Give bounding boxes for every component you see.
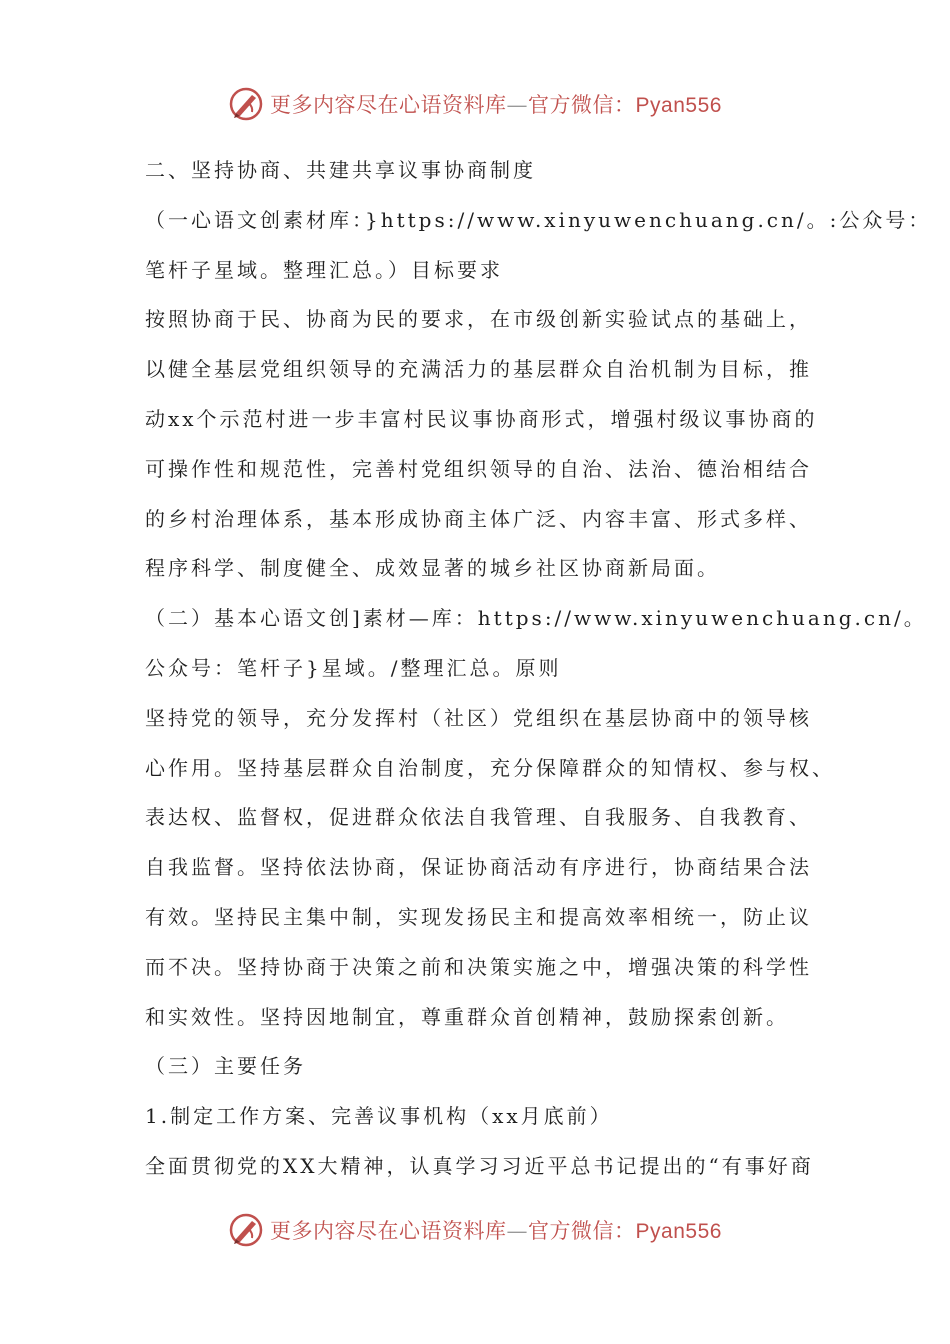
paragraph-line: 动xx个示范村进一步丰富村民议事协商形式，增强村级议事协商的 (145, 406, 818, 431)
paragraph-line: 有效。坚持民主集中制，实现发扬民主和提高效率相统一，防止议 (145, 904, 812, 929)
pen-logo-icon (228, 1212, 264, 1248)
paragraph-line: 可操作性和规范性，完善村党组织领导的自治、法治、德治相结合 (145, 456, 812, 481)
subheading-line: 公众号：笔杆子}星域。/整理汇总。原则 (145, 655, 562, 680)
paragraph-line: 而不决。坚持协商于决策之前和决策实施之中，增强决策的科学性 (145, 954, 812, 979)
banner-text: 更多内容尽在心语资料库—官方微信：Pyan556 (270, 1219, 722, 1243)
paragraph-line: 自我监督。坚持依法协商，保证协商活动有序进行，协商结果合法 (145, 855, 812, 880)
header-banner (0, 84, 950, 124)
paragraph-line: 程序科学、制度健全、成效显著的城乡社区协商新局面。 (145, 556, 720, 581)
document-body (145, 150, 932, 1196)
footer-banner (0, 1210, 950, 1250)
paragraph-line: 表达权、监督权，促进群众依法自我管理、自我服务、自我教育、 (145, 805, 812, 830)
paragraph-line: 心作用。坚持基层群众自治制度，充分保障群众的知情权、参与权、 (145, 755, 835, 780)
task-heading: 1.制定工作方案、完善议事机构（xx月底前） (145, 1104, 613, 1129)
paragraph-line: 和实效性。坚持因地制宜，尊重群众首创精神，鼓励探索创新。 (145, 1004, 789, 1029)
pen-logo-icon (228, 86, 264, 122)
subheading-line: （一心语文创素材库：}https://www.xinyuwenchuang.cn/。:公众号： (145, 207, 932, 232)
paragraph-line: 以健全基层党组织领导的充满活力的基层群众自治机制为目标，推 (145, 357, 812, 382)
section-heading: 二、坚持协商、共建共享议事协商制度 (145, 158, 536, 182)
paragraph-line: 的乡村治理体系，基本形成协商主体广泛、内容丰富、形式多样、 (145, 506, 812, 531)
subheading-line: （三）主要任务 (145, 1054, 306, 1079)
banner-text: 更多内容尽在心语资料库—官方微信：Pyan556 (270, 93, 722, 117)
paragraph-line: 坚持党的领导，充分发挥村（社区）党组织在基层协商中的领导核 (145, 705, 812, 730)
paragraph-line: 按照协商于民、协商为民的要求，在市级创新实验试点的基础上， (145, 307, 812, 332)
paragraph-line: 全面贯彻党的XX大精神，认真学习习近平总书记提出的“有事好商 (145, 1153, 814, 1178)
subheading-line: 笔杆子星域。整理汇总。）目标要求 (145, 257, 503, 282)
subheading-line: （二）基本心语文创]素材—库：https://www.xinyuwenchuang.cn/。 (145, 606, 927, 631)
